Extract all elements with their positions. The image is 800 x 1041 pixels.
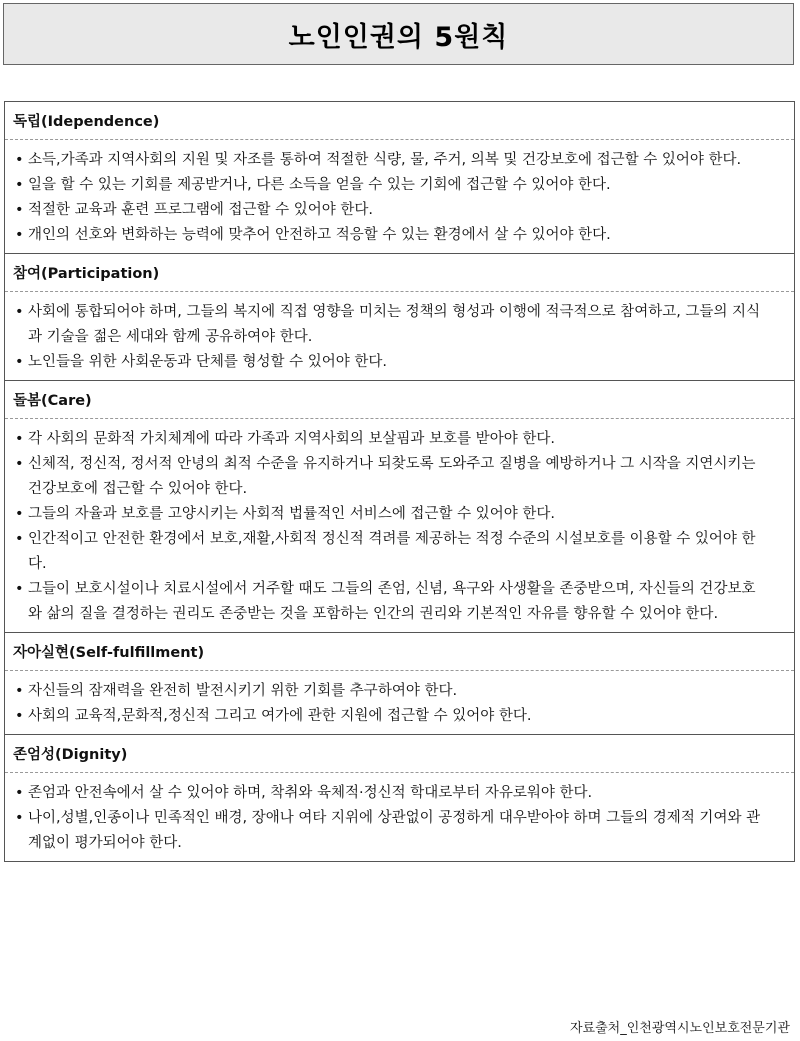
- list-item: [15, 806, 786, 856]
- list-item: [15, 427, 786, 452]
- list-item-text: 사회의 교육적,문화적,정신적 그리고 여가에 관한 지원에 접근할 수 있어야 한다.: [28, 708, 532, 724]
- bullet-icon: •: [15, 531, 24, 547]
- list-item-text: 그들의 자율과 보호를 고양시키는 사회적 법률적인 서비스에 접근할 수 있어야 한다.: [28, 506, 555, 522]
- principle-section: [5, 633, 794, 735]
- list-item-text: 인간적이고 안전한 환경에서 보호,재활,사회적 정신적 격려를 제공하는 적정 수준의 시설보호를 이용할 수 있어야 한다.: [28, 531, 756, 572]
- section-body: [5, 140, 794, 253]
- list-item: [15, 173, 786, 198]
- bullet-icon: •: [15, 304, 24, 320]
- list-item-text: 신체적, 정신적, 정서적 안녕의 최적 수준을 유지하거나 되찾도록 도와주고 질병을 예방하거나 그 시작을 지연시키는 건강보호에 접근할 수 있어야 한다.: [28, 456, 756, 497]
- list-item: [15, 502, 786, 527]
- page-title: 노인인권의 5원칙: [288, 21, 509, 53]
- section-heading: 참여(Participation): [5, 254, 794, 292]
- bullet-icon: •: [15, 456, 24, 472]
- list-item-text: 개인의 선호와 변화하는 능력에 맞추어 안전하고 적응할 수 있는 환경에서 살 수 있어야 한다.: [28, 227, 611, 243]
- list-item-text: 적절한 교육과 훈련 프로그램에 접근할 수 있어야 한다.: [28, 202, 374, 218]
- bullet-icon: •: [15, 683, 24, 699]
- list-item: [15, 452, 786, 502]
- bullet-icon: •: [15, 227, 24, 243]
- section-body: [5, 419, 794, 632]
- list-item-text: 각 사회의 문화적 가치체계에 따라 가족과 지역사회의 보살핌과 보호를 받아야 한다.: [28, 431, 555, 447]
- section-heading: 독립(Idependence): [5, 102, 794, 140]
- principle-section: [5, 254, 794, 381]
- section-body: [5, 671, 794, 734]
- principles-table: [4, 101, 795, 862]
- list-item-text: 노인들을 위한 사회운동과 단체를 형성할 수 있어야 한다.: [28, 354, 388, 370]
- list-item-text: 자신들의 잠재력을 완전히 발전시키기 위한 기회를 추구하여야 한다.: [28, 683, 458, 699]
- source-credit: 자료출처_인천광역시노인보호전문기관: [570, 1021, 790, 1036]
- list-item-text: 사회에 통합되어야 하며, 그들의 복지에 직접 영향을 미치는 정책의 형성과 이행에 적극적으로 참여하고, 그들의 지식과 기술을 젊은 세대와 함께 공유하여야 한다.: [28, 304, 761, 345]
- list-item-text: 그들이 보호시설이나 치료시설에서 거주할 때도 그들의 존엄, 신념, 욕구와 사생활을 존중받으며, 자신들의 건강보호와 삶의 질을 결정하는 권리도 존중받는 것을 포함하는 인간의 권리와 기본적인 자유를 향유할 수 있어야 한다.: [28, 581, 756, 622]
- bullet-icon: •: [15, 581, 24, 597]
- section-body: [5, 773, 794, 861]
- section-heading: 존엄성(Dignity): [5, 735, 794, 773]
- list-item-text: 일을 할 수 있는 기회를 제공받거나, 다른 소득을 얻을 수 있는 기회에 접근할 수 있어야 한다.: [28, 177, 611, 193]
- principle-section: [5, 102, 794, 254]
- list-item: [15, 350, 786, 375]
- bullet-icon: •: [15, 785, 24, 801]
- list-item: [15, 223, 786, 248]
- list-item-text: 존엄과 안전속에서 살 수 있어야 하며, 착취와 육체적·정신적 학대로부터 자유로워야 한다.: [28, 785, 593, 801]
- list-item: [15, 148, 786, 173]
- principle-section: [5, 381, 794, 633]
- list-item: [15, 300, 786, 350]
- bullet-icon: •: [15, 506, 24, 522]
- list-item-text: 소득,가족과 지역사회의 지원 및 자조를 통하여 적절한 식량, 물, 주거, 의복 및 건강보호에 접근할 수 있어야 한다.: [28, 152, 742, 168]
- section-heading: 자아실현(Self-fulfillment): [5, 633, 794, 671]
- list-item-text: 나이,성별,인종이나 민족적인 배경, 장애나 여타 지위에 상관없이 공정하게 대우받아야 하며 그들의 경제적 기여와 관계없이 평가되어야 한다.: [28, 810, 761, 851]
- bullet-icon: •: [15, 810, 24, 826]
- list-item: [15, 527, 786, 577]
- principle-section: [5, 735, 794, 862]
- bullet-icon: •: [15, 202, 24, 218]
- bullet-icon: •: [15, 152, 24, 168]
- bullet-icon: •: [15, 177, 24, 193]
- bullet-icon: •: [15, 354, 24, 370]
- section-heading: 돌봄(Care): [5, 381, 794, 419]
- list-item: [15, 781, 786, 806]
- list-item: [15, 577, 786, 627]
- bullet-icon: •: [15, 431, 24, 447]
- list-item: [15, 704, 786, 729]
- list-item: [15, 679, 786, 704]
- title-box: [3, 3, 794, 65]
- list-item: [15, 198, 786, 223]
- bullet-icon: •: [15, 708, 24, 724]
- section-body: [5, 292, 794, 380]
